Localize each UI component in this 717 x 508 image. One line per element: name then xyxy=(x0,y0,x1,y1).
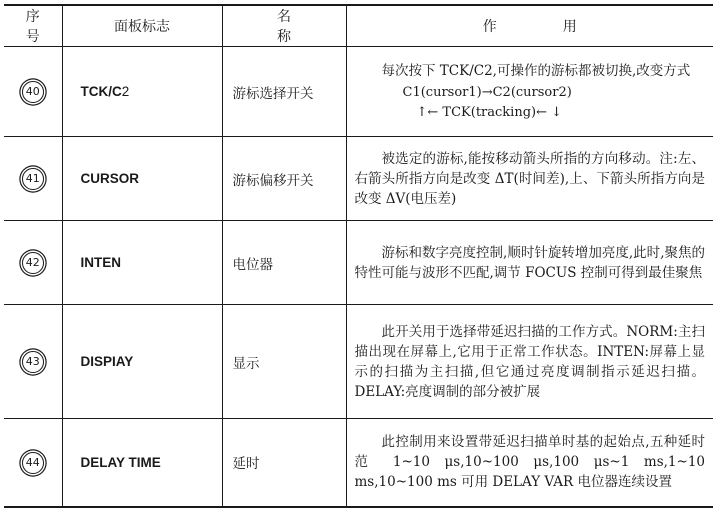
circled-number: 44 xyxy=(22,452,44,474)
control-name: 游标偏移开关 xyxy=(222,137,346,221)
control-name: 电位器 xyxy=(222,221,346,305)
cursor-cycle-diagram xyxy=(355,83,706,123)
table-row xyxy=(4,419,713,507)
header-row xyxy=(4,5,713,47)
control-name: 显示 xyxy=(222,305,346,419)
diagram-line-2: ↑← TCK(tracking)← ↓ xyxy=(416,104,563,120)
panel-label: INTEN xyxy=(62,221,222,305)
panel-label: TCK/C2 xyxy=(62,47,222,137)
panel-label: DISPIAY xyxy=(62,305,222,419)
header-number: 序 号 xyxy=(4,5,62,47)
function-description: 每次按下 TCK/C2,可操作的游标都被切换,改变方式 C1(cursor1)→C2(cursor2) ↑← TCK(tracking)← ↓ xyxy=(346,47,713,137)
control-name: 游标选择开关 xyxy=(222,47,346,137)
table-row xyxy=(4,221,713,305)
function-description: 此开关用于选择带延迟扫描的工作方式。NORM:主扫描出现在屏幕上,它用于正常工作状态。INTEN:屏幕上显示的扫描为主扫描,但它通过亮度调制指示延迟扫描。DELAY:亮度调制的部分被扩展 xyxy=(346,305,713,419)
function-description: 游标和数字亮度控制,顺时针旋转增加亮度,此时,聚焦的特性可能与波形不匹配,调节 FOCUS 控制可得到最佳聚焦 xyxy=(346,221,713,305)
control-name: 延时 xyxy=(222,419,346,507)
header-name: 名 称 xyxy=(222,5,346,47)
circled-number: 40 xyxy=(22,81,44,103)
circled-number: 41 xyxy=(22,168,44,190)
panel-controls-table xyxy=(4,4,713,508)
function-description: 被选定的游标,能按移动箭头所指的方向移动。注:左、右箭头所指方向是改变 ΔT(时间差),上、下箭头所指方向是改变 ΔV(电压差) xyxy=(346,137,713,221)
table-row xyxy=(4,305,713,419)
table-row xyxy=(4,47,713,137)
panel-label: DELAY TIME xyxy=(62,419,222,507)
header-function: 作 用 xyxy=(346,5,713,47)
header-panel-label: 面板标志 xyxy=(62,5,222,47)
panel-label: CURSOR xyxy=(62,137,222,221)
circled-number: 43 xyxy=(22,351,44,373)
circled-number: 42 xyxy=(22,252,44,274)
function-description: 此控制用来设置带延迟扫描单时基的起始点,五种延时范 1~10 μs,10~100 μs,100 μs~1 ms,1~10 ms,10~100 ms 可用 DELAY VAR 电位器连续设置 xyxy=(346,419,713,507)
table-row xyxy=(4,137,713,221)
diagram-line-1: C1(cursor1)→C2(cursor2) xyxy=(402,84,572,100)
